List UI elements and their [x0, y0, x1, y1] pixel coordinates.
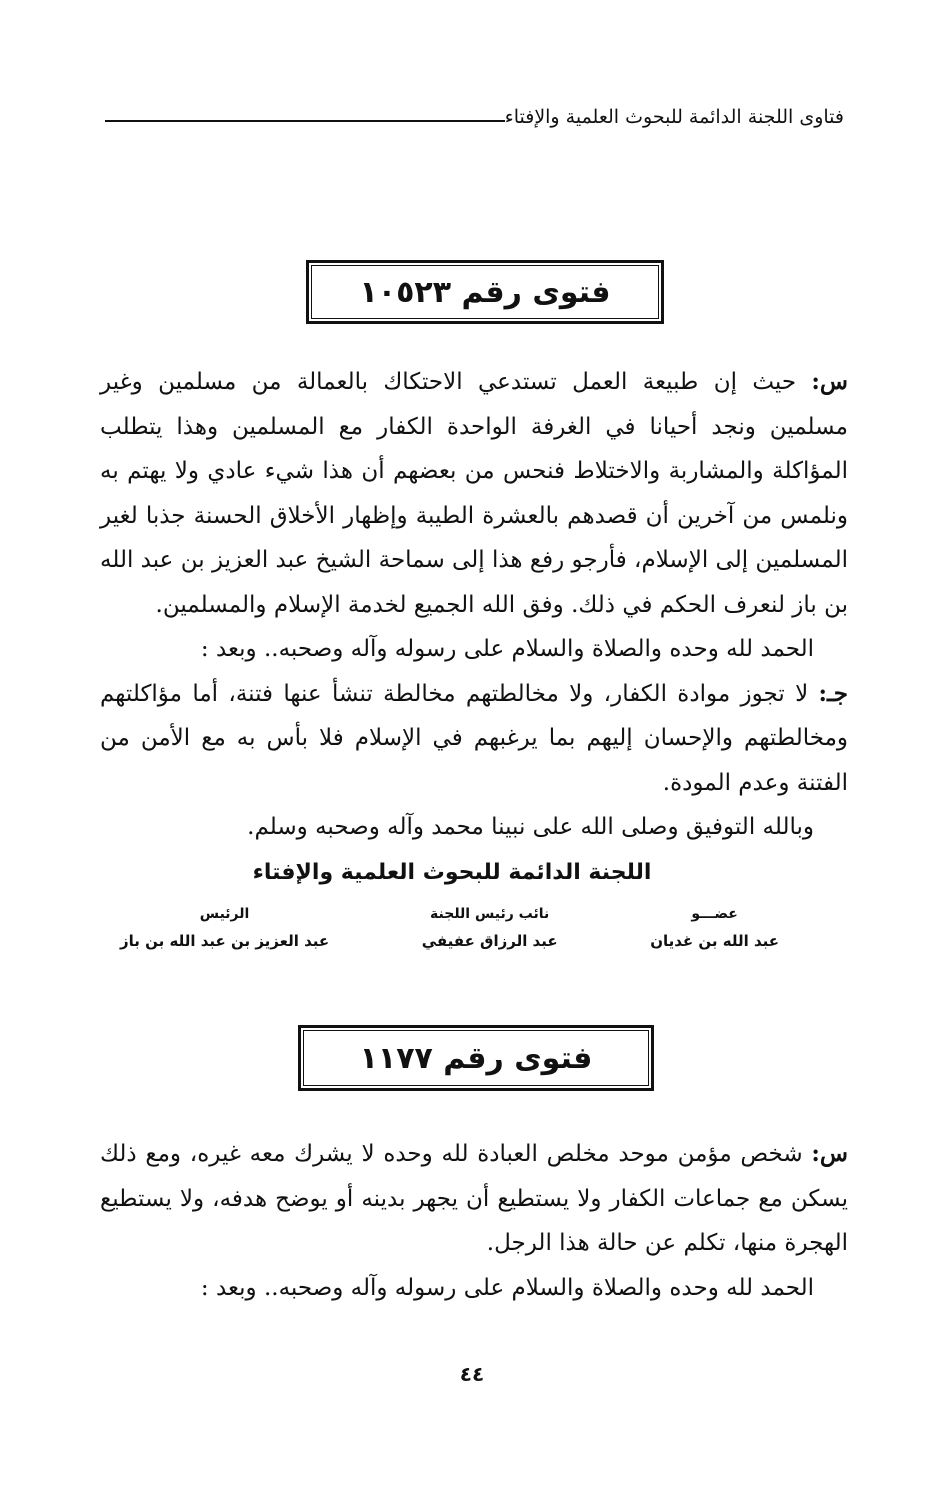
closing-formula: وبالله التوفيق وصلى الله على نبينا محمد وآله وصحبه وسلم. — [247, 814, 814, 840]
signatory-name: عبد العزيز بن عبد الله بن باز — [120, 932, 330, 950]
running-header — [105, 98, 844, 128]
signatory-name: عبد الرزاق عفيفي — [421, 932, 558, 950]
page-number: ٤٤ — [459, 1362, 485, 1386]
fatwa-body — [100, 1132, 848, 1310]
signatories — [120, 906, 779, 950]
question-text: شخص مؤمن موحد مخلص العبادة لله وحده لا يشرك معه غيره، ومع ذلك يسكن مع جماعات الكفار ولا يستطيع أن يجهر بدينه أو يوضح هدفه، ولا يستطيع الهجرة منها، تكلم عن حالة هذا الرجل. — [100, 1141, 848, 1256]
opening-formula: الحمد لله وحده والصلاة والسلام على رسوله وآله وصحبه.. وبعد : — [200, 636, 814, 662]
signatory-role: الرئيس — [199, 906, 250, 922]
fatwa-title: فتوى رقم ١٠٥٢٣ — [359, 274, 611, 310]
question-paragraph — [100, 360, 848, 627]
question-text: حيث إن طبيعة العمل تستدعي الاحتكاك بالعمالة من مسلمين وغير مسلمين ونجد أحيانا في الغرفة الواحدة الكفار مع المسلمين وهذا يتطلب المؤاكلة والمشاربة والاختلاط فنحس من بعضهم أن هذا شيء عادي ولا يهتم به ونلمس من آخرين أن قصدهم بالعشرة الطيبة وإظهار الأخلاق الحسنة جذبا لغير المسلمين إلى الإسلام، فأرجو رفع هذا إلى سماحة الشيخ عبد العزيز بن عبد الله بن باز لنعرف الحكم في ذلك. وفق الله الجميع لخدمة الإسلام والمسلمين. — [100, 369, 848, 618]
fatwa-title: فتوى رقم ١١٧٧ — [359, 1040, 593, 1076]
question-label: س: — [811, 368, 848, 395]
signatory-chairman — [120, 906, 329, 950]
signatory-role: نائب رئيس اللجنة — [430, 906, 550, 922]
signatory-role: عضـــو — [691, 906, 738, 922]
question-label: س: — [811, 1140, 848, 1167]
fatwa-title-box — [298, 1025, 654, 1091]
signatory-name: عبد الله بن غديان — [650, 932, 779, 950]
answer-label: جـ: — [818, 679, 848, 707]
question-paragraph — [100, 1132, 848, 1266]
opening-formula: الحمد لله وحده والصلاة والسلام على رسوله وآله وصحبه.. وبعد : — [200, 1274, 814, 1301]
committee-name: اللجنة الدائمة للبحوث العلمية والإفتاء — [252, 860, 652, 885]
fatwa-body — [100, 360, 848, 850]
answer-text: لا تجوز موادة الكفار، ولا مخالطتهم مخالطة تنشأ عنها فتنة، أما مؤاكلتهم ومخالطتهم والإحسان إليهم بما يرغبهم في الإسلام فلا بأس به مع الأمن من الفتنة وعدم المودة. — [100, 680, 848, 796]
fatwa-title-box — [306, 260, 664, 324]
answer-paragraph — [100, 672, 848, 806]
running-header-rule — [105, 120, 505, 122]
running-header-title: فتاوى اللجنة الدائمة للبحوث العلمية والإفتاء — [504, 106, 844, 128]
signatory-deputy — [422, 906, 558, 950]
signatory-member — [650, 906, 779, 950]
